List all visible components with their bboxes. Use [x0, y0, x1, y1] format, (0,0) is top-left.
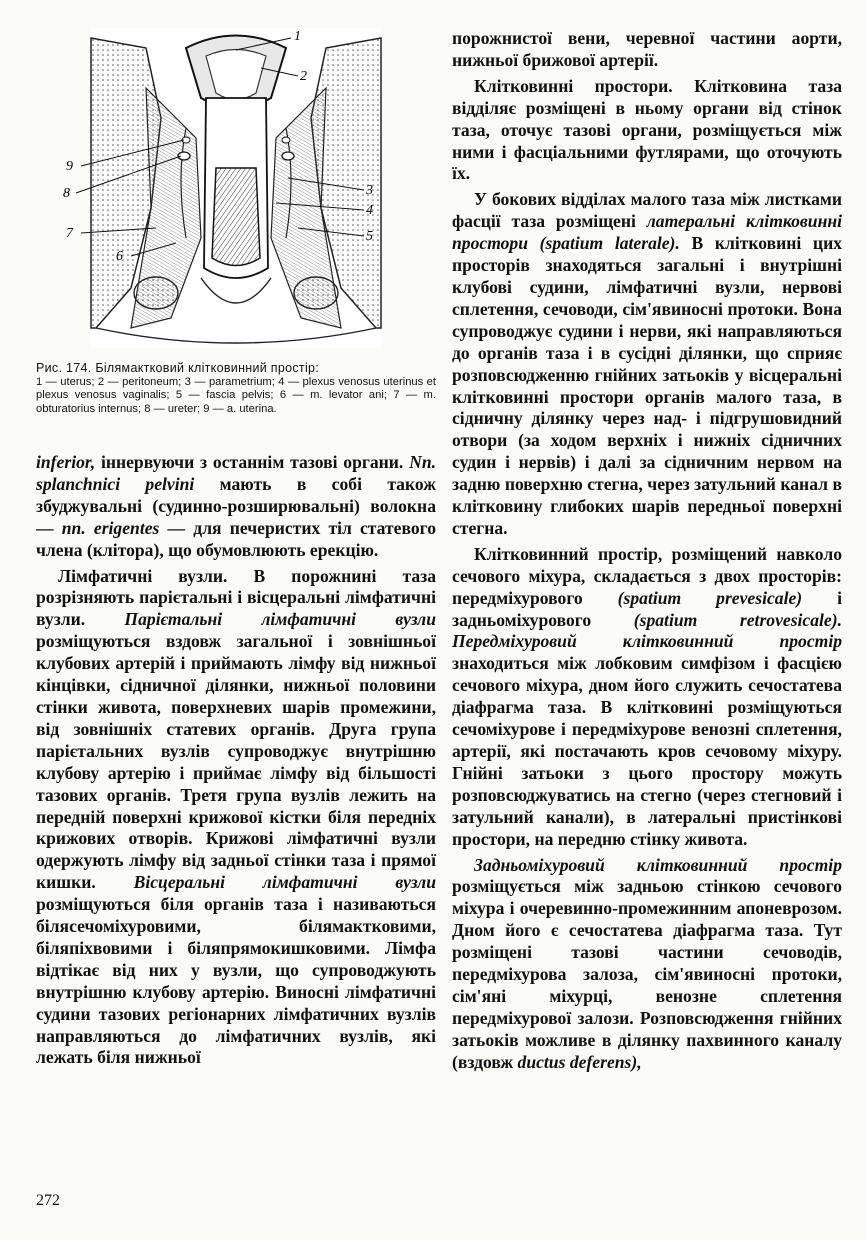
anatomical-figure — [36, 28, 436, 358]
right-paragraph-0: порожнистої вени, черевної частини аорти, нижньої брижової артерії. — [452, 28, 842, 70]
figure-label-7: 7 — [66, 226, 73, 241]
caption-legend: 1 — uterus; 2 — peritoneum; 3 — parametrium; 4 — plexus venosus uterinus et plexus venosus vaginalis; 5 — fascia pelvis; 6 — m. levator ani; 7 — m. obturatorius internus; 8 — ureter; 9 — a. uterina. — [36, 375, 436, 415]
page-number: 272 — [36, 1192, 60, 1209]
left-paragraph-2: Лімфатичні вузли. В порожнині таза розрізняють парієтальні і вісцеральні лімфатичні вузли. Парієтальні лімфатичні вузли розміщуються вздовж загальної і зовнішньої клубових артерій і приймають лімфу від нижньої кінцівки, сідничної ділянки, нижньої половини стінки живота, поверхневих шарів промежини, від зовнішніх статевих органів. Друга група парієтальних вузлів супроводжує внутрішню клубову артерію і приймає лімфу від більшості тазових органів. Третя група вузлів лежить на передній поверхні крижової кістки біля передніх крижових отворів. Крижові лімфатичні вузли одержують лімфу від задньої стінки таза і прямої кишки. Вісцеральні лімфатичні вузли розміщуються біля органів таза і називаються білясечоміхуровими, білямактковими, біляпіхвовими і біляпрямокишковими. Лімфа відтікає від них у вузли, що супроводжують внутрішню клубову артерію. Виносні лімфатичні судини тазових регіонарних лімфатичних вузлів направляються до лімфатичних вузлів, які лежать біля нижньої — [36, 565, 436, 1068]
right-paragraph-1: Клітковинні простори. Клітковина таза відділяє розміщені в ньому органи від стінок таза, оточує тазові органи, розміщується між ними і фасціальними футлярами, що оточують їх. — [452, 75, 842, 184]
figure-label-2: 2 — [300, 69, 307, 84]
right-column — [452, 28, 842, 1074]
figure-label-9: 9 — [66, 159, 73, 174]
figure-label-3: 3 — [366, 183, 373, 198]
right-paragraph-2: У бокових відділах малого таза між листками фасції таза розміщені латеральні клітковинні простори (spatium laterale). В клітковині цих просторів знаходяться загальні і внутрішні клубові судини, лімфатичні вузли, нервові сплетення, сечоводи, сім'явиносні протоки. Вона супроводжує судини і нерви, які направляються до органів таза і в сусідні ділянки, що сприяє розповсюдженню гнійних затьоків у вісцеральні клітковинні простори органів малого таза, в сідничну ділянку через над- і підгрушовидний отвори (за ходом верхніх і нижніх сідничних судин і нервів) і далі за сідничним нервом на задню поверхню стегна, через затульний канал в клітковину глибоких шарів передньої поверхні стегна. — [452, 189, 843, 538]
section-heading-lymph-nodes: Лімфатичні вузли. — [58, 565, 228, 586]
left-paragraph-1: inferior, іннервуючи з останнім тазові органи. Nn. splanchnici pelvini мають в собі також збуджувальні (судинно-розширювальні) волокна — nn. erigentes — для печеристих тіл статевого члена (клітора), що обумовлюють ерекцію. — [36, 452, 436, 560]
figure-label-4: 4 — [366, 203, 373, 218]
left-column — [36, 452, 436, 1069]
right-paragraph-4: Задньоміхуровий клітковинний простір розміщується між задньою стінкою сечового міхура і очеревинно-промежинним апоневрозом. Дном його є сечостатева діафрагма таза. Тут розміщені тазові частини сечоводів, передміхурова залоза, сім'явиносні протоки, сім'яні міхурці, венозне сплетення передміхурової залози. Розповсюдження гнійних затьоків можливе в ділянку пахвинного каналу (вздовж ductus deferens), — [452, 854, 842, 1072]
figure-label-1: 1 — [294, 29, 301, 44]
right-paragraph-3: Клітковинний простір, розміщений навколо сечового міхура, складається з двох просторів: передміхурового (spatium prevesicale) і задньоміхурового (spatium retrovesicale). Передміхуровий клітковинний простір знаходиться між лобковим симфізом і фасцією сечового міхура, дном його служить сечостатева діафрагма таза. В клітковині розміщуються сечоміхурове і передміхурове венозні сплетення, артерії, які постачають кров сечовому міхуру. Гнійні затьоки з цього простору можуть розповсюджуватись на стегно (через стегновий і затульний канали), в латеральні пристінкові простори, на передню стінку живота. — [452, 543, 842, 849]
figure-caption — [36, 362, 436, 416]
section-heading-cellular-spaces: Клітковинні простори. — [474, 75, 673, 96]
caption-title: Рис. 174. Білямактковий клітковинний простір: — [36, 361, 320, 375]
figure-label-5: 5 — [366, 229, 373, 244]
figure-label-8: 8 — [63, 186, 70, 201]
figure-label-6: 6 — [116, 249, 123, 264]
uterus-section-illustration — [36, 28, 436, 358]
